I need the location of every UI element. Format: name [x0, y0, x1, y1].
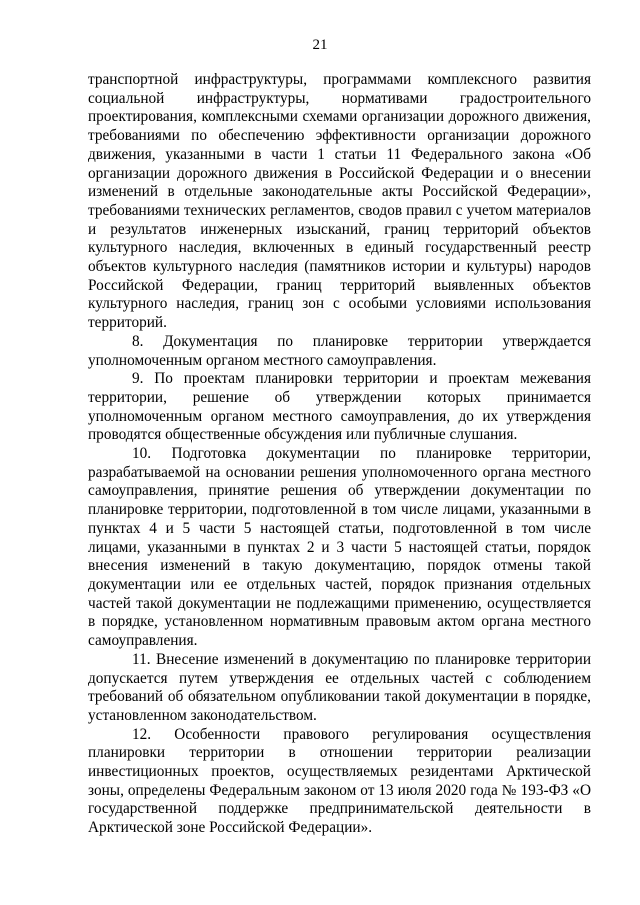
page-number: 21: [312, 37, 328, 53]
document-body: [88, 71, 591, 838]
paragraph-continuation: транспортной инфраструктуры, программами комплексного развития социальной инфраструктуры, нормативами градостроительного проектирования, комплексными схемами организации дорожного движения, требованиями по обеспечению эффективности организации дорожного движения, указанными в части 1 статьи 11 Федерального закона «Об организации дорожного движения в Российской Федерации и о внесении изменений в отдельные законодательные акты Российской Федерации», требованиями технических регламентов, сводов правил с учетом материалов и результатов инженерных изысканий, границ территорий объектов культурного наследия, включенных в единый государственный реестр объектов культурного наследия (памятников истории и культуры) народов Российской Федерации, границ территорий выявленных объектов культурного наследия, границ зон с особыми условиями использования территорий.: [88, 71, 591, 332]
paragraph-10: 10. Подготовка документации по планировке территории, разрабатываемой на основании решения уполномоченного органа местного самоуправления, принятие решения об утверждении документации по планировке территории, подготовленной в том числе лицами, указанными в пунктах 4 и 5 части 5 настоящей статьи, подготовленной в том числе лицами, указанными в пунктах 2 и 3 части 5 настоящей статьи, порядок внесения изменений в такую документацию, порядок отмены такой документации или ее отдельных частей, порядок признания отдельных частей такой документации не подлежащими применению, осуществляется в порядке, установленном нормативным правовым актом органа местного самоуправления.: [88, 445, 591, 650]
paragraph-11: 11. Внесение изменений в документацию по планировке территории допускается путем утверждения ее отдельных частей с соблюдением требований об обязательном опубликовании такой документации в порядке, установленном законодательством.: [88, 650, 591, 724]
paragraph-9: 9. По проектам планировки территории и проектам межевания территории, решение об утверждении которых принимается уполномоченным органом местного самоуправления, до их утверждения проводятся общественные обсуждения или публичные слушания.: [88, 370, 591, 444]
paragraph-8: 8. Документация по планировке территории утверждается уполномоченным органом местного самоуправления.: [88, 332, 591, 369]
paragraph-12: 12. Особенности правового регулирования осуществления планировки территории в отношении территории реализации инвестиционных проектов, осуществляемых резидентами Арктической зоны, определены Федеральным законом от 13 июля 2020 года № 193-ФЗ «О государственной поддержке предпринимательской деятельности в Арктической зоне Российской Федерации».: [88, 725, 591, 837]
